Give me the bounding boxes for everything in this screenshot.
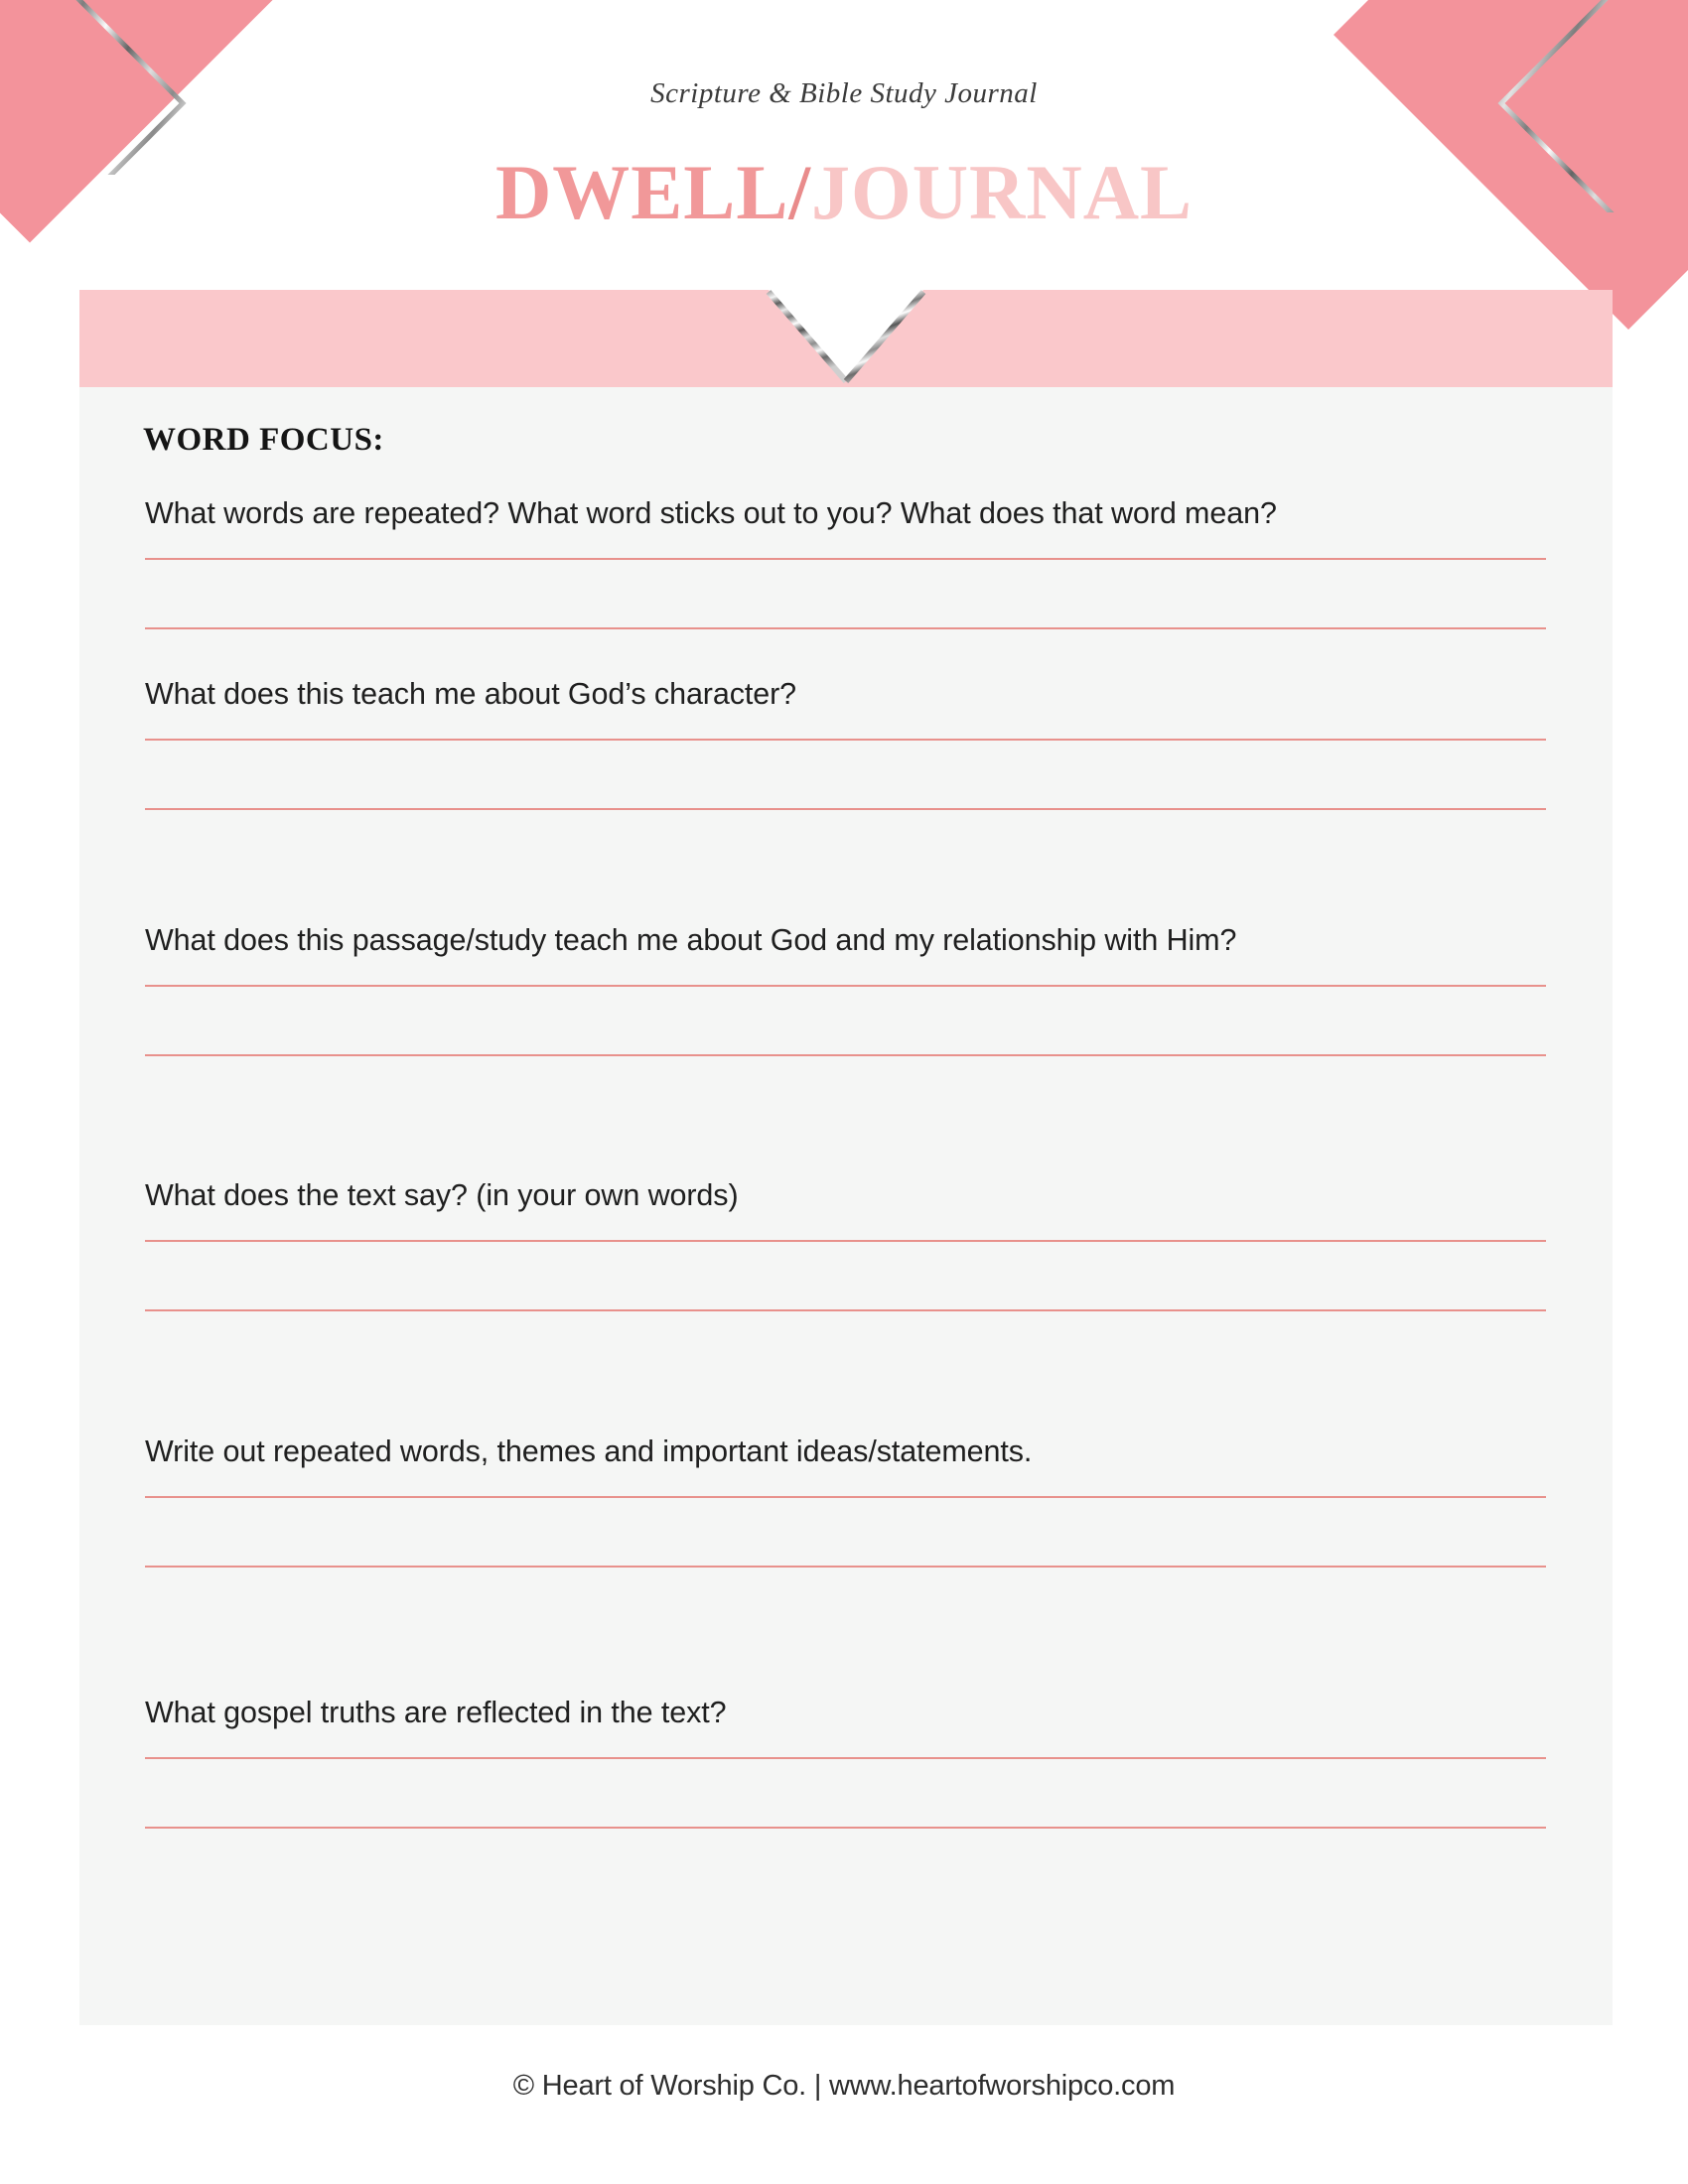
question-prompt: What does the text say? (in your own words) bbox=[145, 1178, 739, 1212]
glitter-chevron-icon-top-left bbox=[0, 0, 254, 175]
page-footer: © Heart of Worship Co. | www.heartofworshipco.com bbox=[512, 2070, 1176, 2102]
answer-line[interactable] bbox=[145, 808, 1546, 810]
question-prompt: What gospel truths are reflected in the text? bbox=[145, 1696, 727, 1729]
answer-line[interactable] bbox=[145, 1496, 1546, 1498]
question-prompt: Write out repeated words, themes and important ideas/statements. bbox=[145, 1434, 1033, 1468]
glitter-chevron-icon-top-right bbox=[1392, 0, 1688, 212]
answer-line[interactable] bbox=[145, 558, 1546, 560]
question-prompt: What does this passage/study teach me about God and my relationship with Him? bbox=[145, 923, 1237, 957]
worksheet-panel bbox=[79, 387, 1613, 2025]
answer-line[interactable] bbox=[145, 1827, 1546, 1829]
page-title-separator: / bbox=[788, 149, 812, 235]
question-prompt: What words are repeated? What word sticks out to you? What does that word mean? bbox=[145, 496, 1277, 530]
page-subtitle: Scripture & Bible Study Journal bbox=[650, 77, 1038, 109]
answer-line[interactable] bbox=[145, 1309, 1546, 1311]
answer-line[interactable] bbox=[145, 739, 1546, 741]
section-title: WORD FOCUS: bbox=[143, 422, 384, 458]
page-title-secondary: JOURNAL bbox=[811, 149, 1194, 235]
answer-line[interactable] bbox=[145, 1757, 1546, 1759]
page-title-primary: DWELL bbox=[494, 149, 789, 235]
answer-line[interactable] bbox=[145, 627, 1546, 629]
banner-strip bbox=[79, 290, 1613, 387]
question-prompt: What does this teach me about God’s character? bbox=[145, 677, 797, 711]
answer-line[interactable] bbox=[145, 985, 1546, 987]
answer-line[interactable] bbox=[145, 1566, 1546, 1568]
answer-line[interactable] bbox=[145, 1054, 1546, 1056]
answer-line[interactable] bbox=[145, 1240, 1546, 1242]
